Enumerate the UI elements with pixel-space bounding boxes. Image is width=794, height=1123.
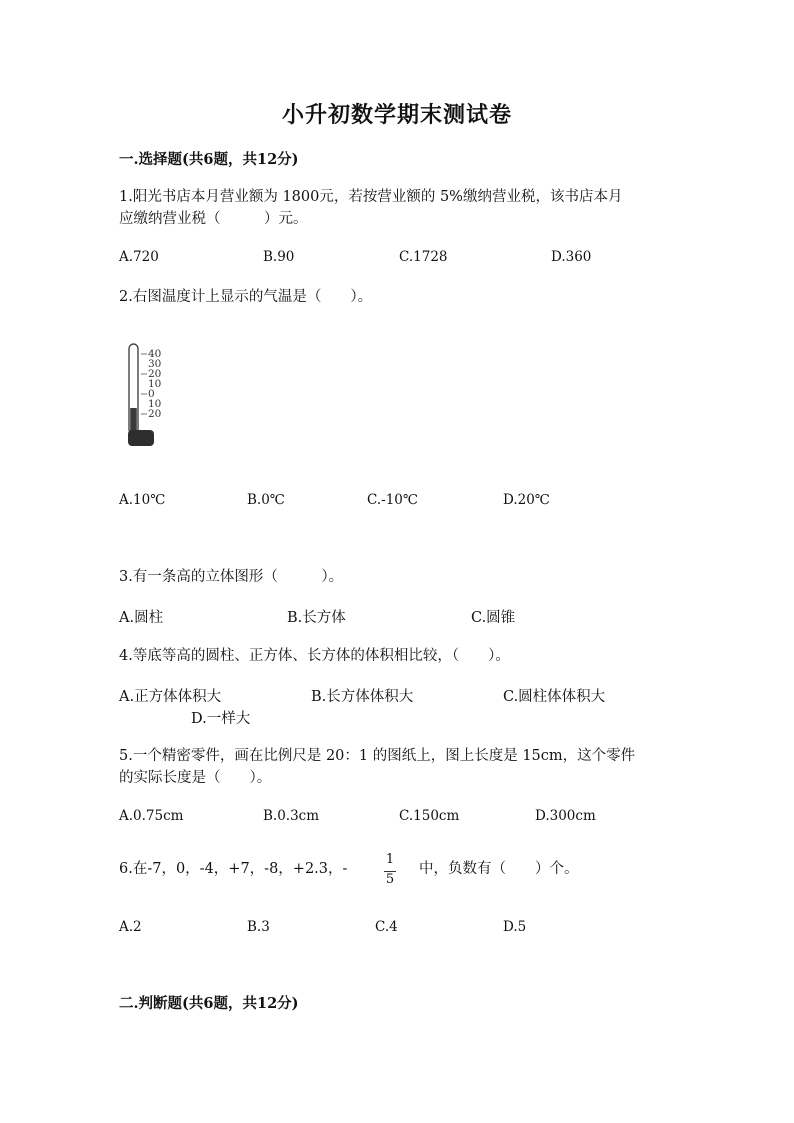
q5-option-c: C.150cm (399, 808, 460, 824)
thermometer-scale (148, 349, 174, 419)
q5-option-b: B.0.3cm (263, 808, 320, 824)
section-heading-judgement: 二.判断题(共6题，共12分) (119, 995, 299, 1012)
question-3-text: 3.有一条高的立体图形（ ）。 (119, 569, 344, 585)
question-1-line-2: 应缴纳营业税（ ）元。 (119, 211, 308, 227)
q4-option-c: C.圆柱体体积大 (503, 689, 606, 705)
question-5-line-2: 的实际长度是（ ）。 (119, 770, 272, 786)
q5-option-a: A.0.75cm (119, 808, 184, 824)
q5-option-d: D.300cm (535, 808, 596, 824)
scale-label: 0 (148, 388, 155, 400)
q3-option-a: A.圆柱 (119, 610, 164, 626)
q1-option-d: D.360 (551, 249, 592, 265)
scale-label: 20 (148, 408, 162, 420)
question-4-text: 4.等底等高的圆柱、正方体、长方体的体积相比较，（ ）。 (119, 648, 510, 664)
q3-option-c: C.圆锥 (471, 610, 516, 626)
q3-option-b: B.长方体 (287, 610, 346, 626)
q6-option-c: C.4 (375, 919, 398, 935)
scale-label: 30 (148, 358, 162, 370)
q2-option-d: D.20℃ (503, 492, 550, 508)
section-heading-choice: 一.选择题(共6题，共12分) (119, 151, 299, 168)
question-6-text-before: 6.在-7，0，-4，+7，-8，+2.3，- (119, 861, 348, 877)
scale-label: 10 (148, 378, 162, 390)
question-5-line-1: 5.一个精密零件，画在比例尺是 20：1 的图纸上，图上长度是 15cm，这个零件 (119, 748, 636, 764)
q6-option-a: A.2 (119, 919, 142, 935)
q2-option-a: A.10℃ (119, 492, 166, 508)
q2-option-c: C.-10℃ (367, 492, 418, 508)
fraction-numerator: 1 (385, 852, 395, 867)
question-1-line-1: 1.阳光书店本月营业额为 1800元，若按营业额的 5%缴纳营业税，该书店本月 (119, 189, 623, 205)
q1-option-c: C.1728 (399, 249, 448, 265)
q2-option-b: B.0℃ (247, 492, 285, 508)
q4-option-a: A.正方体体积大 (119, 689, 222, 705)
q4-option-b: B.长方体体积大 (311, 689, 414, 705)
scale-label: 10 (148, 398, 162, 410)
question-6-text-after: 中，负数有（ ）个。 (419, 861, 579, 877)
q6-option-d: D.5 (503, 919, 527, 935)
page-title: 小升初数学期末测试卷 (281, 102, 512, 128)
q6-option-b: B.3 (247, 919, 270, 935)
q1-option-a: A.720 (119, 249, 159, 265)
question-2-text: 2.右图温度计上显示的气温是（ ）。 (119, 289, 373, 305)
q4-option-d: D.一样大 (191, 711, 251, 727)
scale-label: 20 (148, 368, 162, 380)
scale-label: 40 (148, 348, 162, 360)
q1-option-b: B.90 (263, 249, 295, 265)
fraction-denominator: 5 (385, 872, 395, 887)
